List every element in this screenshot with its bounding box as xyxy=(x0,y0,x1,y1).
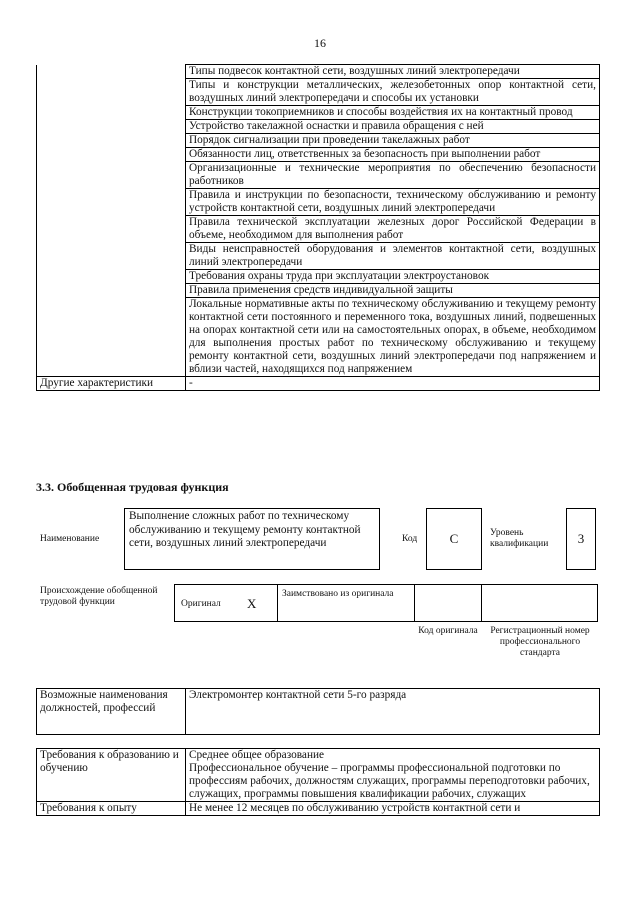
knowledge-item: Порядок сигнализации при проведении такелажных работ xyxy=(186,134,600,148)
origin-label: Происхождение обобщенной трудовой функции xyxy=(40,586,158,607)
education-line: Среднее общее образование xyxy=(189,749,325,761)
original-cell xyxy=(174,584,278,622)
knowledge-table-body xyxy=(37,65,600,391)
education-requirements-value xyxy=(186,749,600,802)
knowledge-table xyxy=(36,64,600,391)
knowledge-item: Типы и конструкции металлических, железобетонных опор контактной сети, воздушных линий электропередачи и способы их установки xyxy=(186,79,600,106)
knowledge-item: Организационные и технические мероприятия по обеспечению безопасности работников xyxy=(186,162,600,189)
knowledge-item: Правила технической эксплуатации железных дорог Российской Федерации в объеме, необходимом для выполнения работ xyxy=(186,216,600,243)
registration-number-caption: Регистрационный номер профессионального стандарта xyxy=(490,626,590,658)
knowledge-label-cell xyxy=(37,65,186,377)
knowledge-item: Типы подвесок контактной сети, воздушных линий электропередачи xyxy=(186,65,600,79)
knowledge-item: Правила и инструкции по безопасности, техническому обслуживанию и ремонту устройств контактной сети, воздушных линий электропередачи xyxy=(186,189,600,216)
knowledge-item: Конструкции токоприемников и способы воздействия их на контактный провод xyxy=(186,106,600,120)
positions-value: Электромонтер контактной сети 5-го разряда xyxy=(186,689,600,735)
knowledge-item: Обязанности лиц, ответственных за безопасность при выполнении работ xyxy=(186,148,600,162)
table-row xyxy=(37,65,600,79)
original-code-cell xyxy=(414,584,482,622)
section-title: 3.3. Обобщенная трудовая функция xyxy=(36,480,229,494)
requirements-table xyxy=(36,748,600,816)
code-value-box xyxy=(426,508,482,570)
knowledge-item: Виды неисправностей оборудования и элементов контактной сети, воздушных линий электропередачи xyxy=(186,243,600,270)
other-characteristics-label: Другие характеристики xyxy=(37,377,186,391)
page-number: 16 xyxy=(314,36,326,50)
education-requirements-label: Требования к образованию и обучению xyxy=(37,749,186,802)
knowledge-item: Локальные нормативные акты по техническому обслуживанию и текущему ремонту контактной сети постоянного и переменного тока, воздушных линий, подвешенных на опорах контактной сети или на самостоятельных опорах, в объеме, необходимом для выполнения простых работ по техническому обслуживанию и текущему ремонту контактной сети, воздушных линий электропередачи под напряжением и вблизи частей, находящихся под напряжением xyxy=(186,298,600,377)
positions-table xyxy=(36,688,600,735)
experience-requirements-value xyxy=(186,802,600,816)
knowledge-item: Устройство такелажной оснастки и правила обращения с ней xyxy=(186,120,600,134)
qualification-level-label: Уровень квалификации xyxy=(490,528,549,549)
registration-number-cell xyxy=(481,584,598,622)
table-row xyxy=(37,689,600,735)
table-row xyxy=(37,802,600,816)
name-value: Выполнение сложных работ по техническому обслуживанию и текущему ремонту контактной сети, воздушных линий электропередачи xyxy=(129,510,361,549)
table-row xyxy=(37,749,600,802)
education-line: Профессиональное обучение – программы профессиональной подготовки по профессиям рабочих, должностям служащих, программы переподготовки рабочих, служащих, программы повышения квалификации рабочих, служащих xyxy=(189,762,590,800)
original-mark: X xyxy=(247,596,257,611)
positions-label: Возможные наименования должностей, профессий xyxy=(37,689,186,735)
code-value: C xyxy=(449,531,459,546)
original-code-caption: Код оригинала xyxy=(418,626,478,636)
name-label: Наименование xyxy=(40,534,100,544)
qualification-level-value: 3 xyxy=(577,531,585,546)
experience-line: Не менее 12 месяцев по обслуживанию устройств контактной сети и xyxy=(189,802,521,814)
name-value-box xyxy=(124,508,380,570)
borrowed-label: Заимствовано из оригинала xyxy=(282,589,394,599)
experience-requirements-label: Требования к опыту xyxy=(37,802,186,816)
knowledge-item: Требования охраны труда при эксплуатации электроустановок xyxy=(186,270,600,284)
knowledge-item: Правила применения средств индивидуальной защиты xyxy=(186,284,600,298)
table-row xyxy=(37,377,600,391)
other-characteristics-value: - xyxy=(186,377,600,391)
qualification-level-box xyxy=(566,508,596,570)
original-label: Оригинал xyxy=(181,599,221,609)
borrowed-cell xyxy=(277,584,415,622)
code-label: Код xyxy=(402,534,418,544)
